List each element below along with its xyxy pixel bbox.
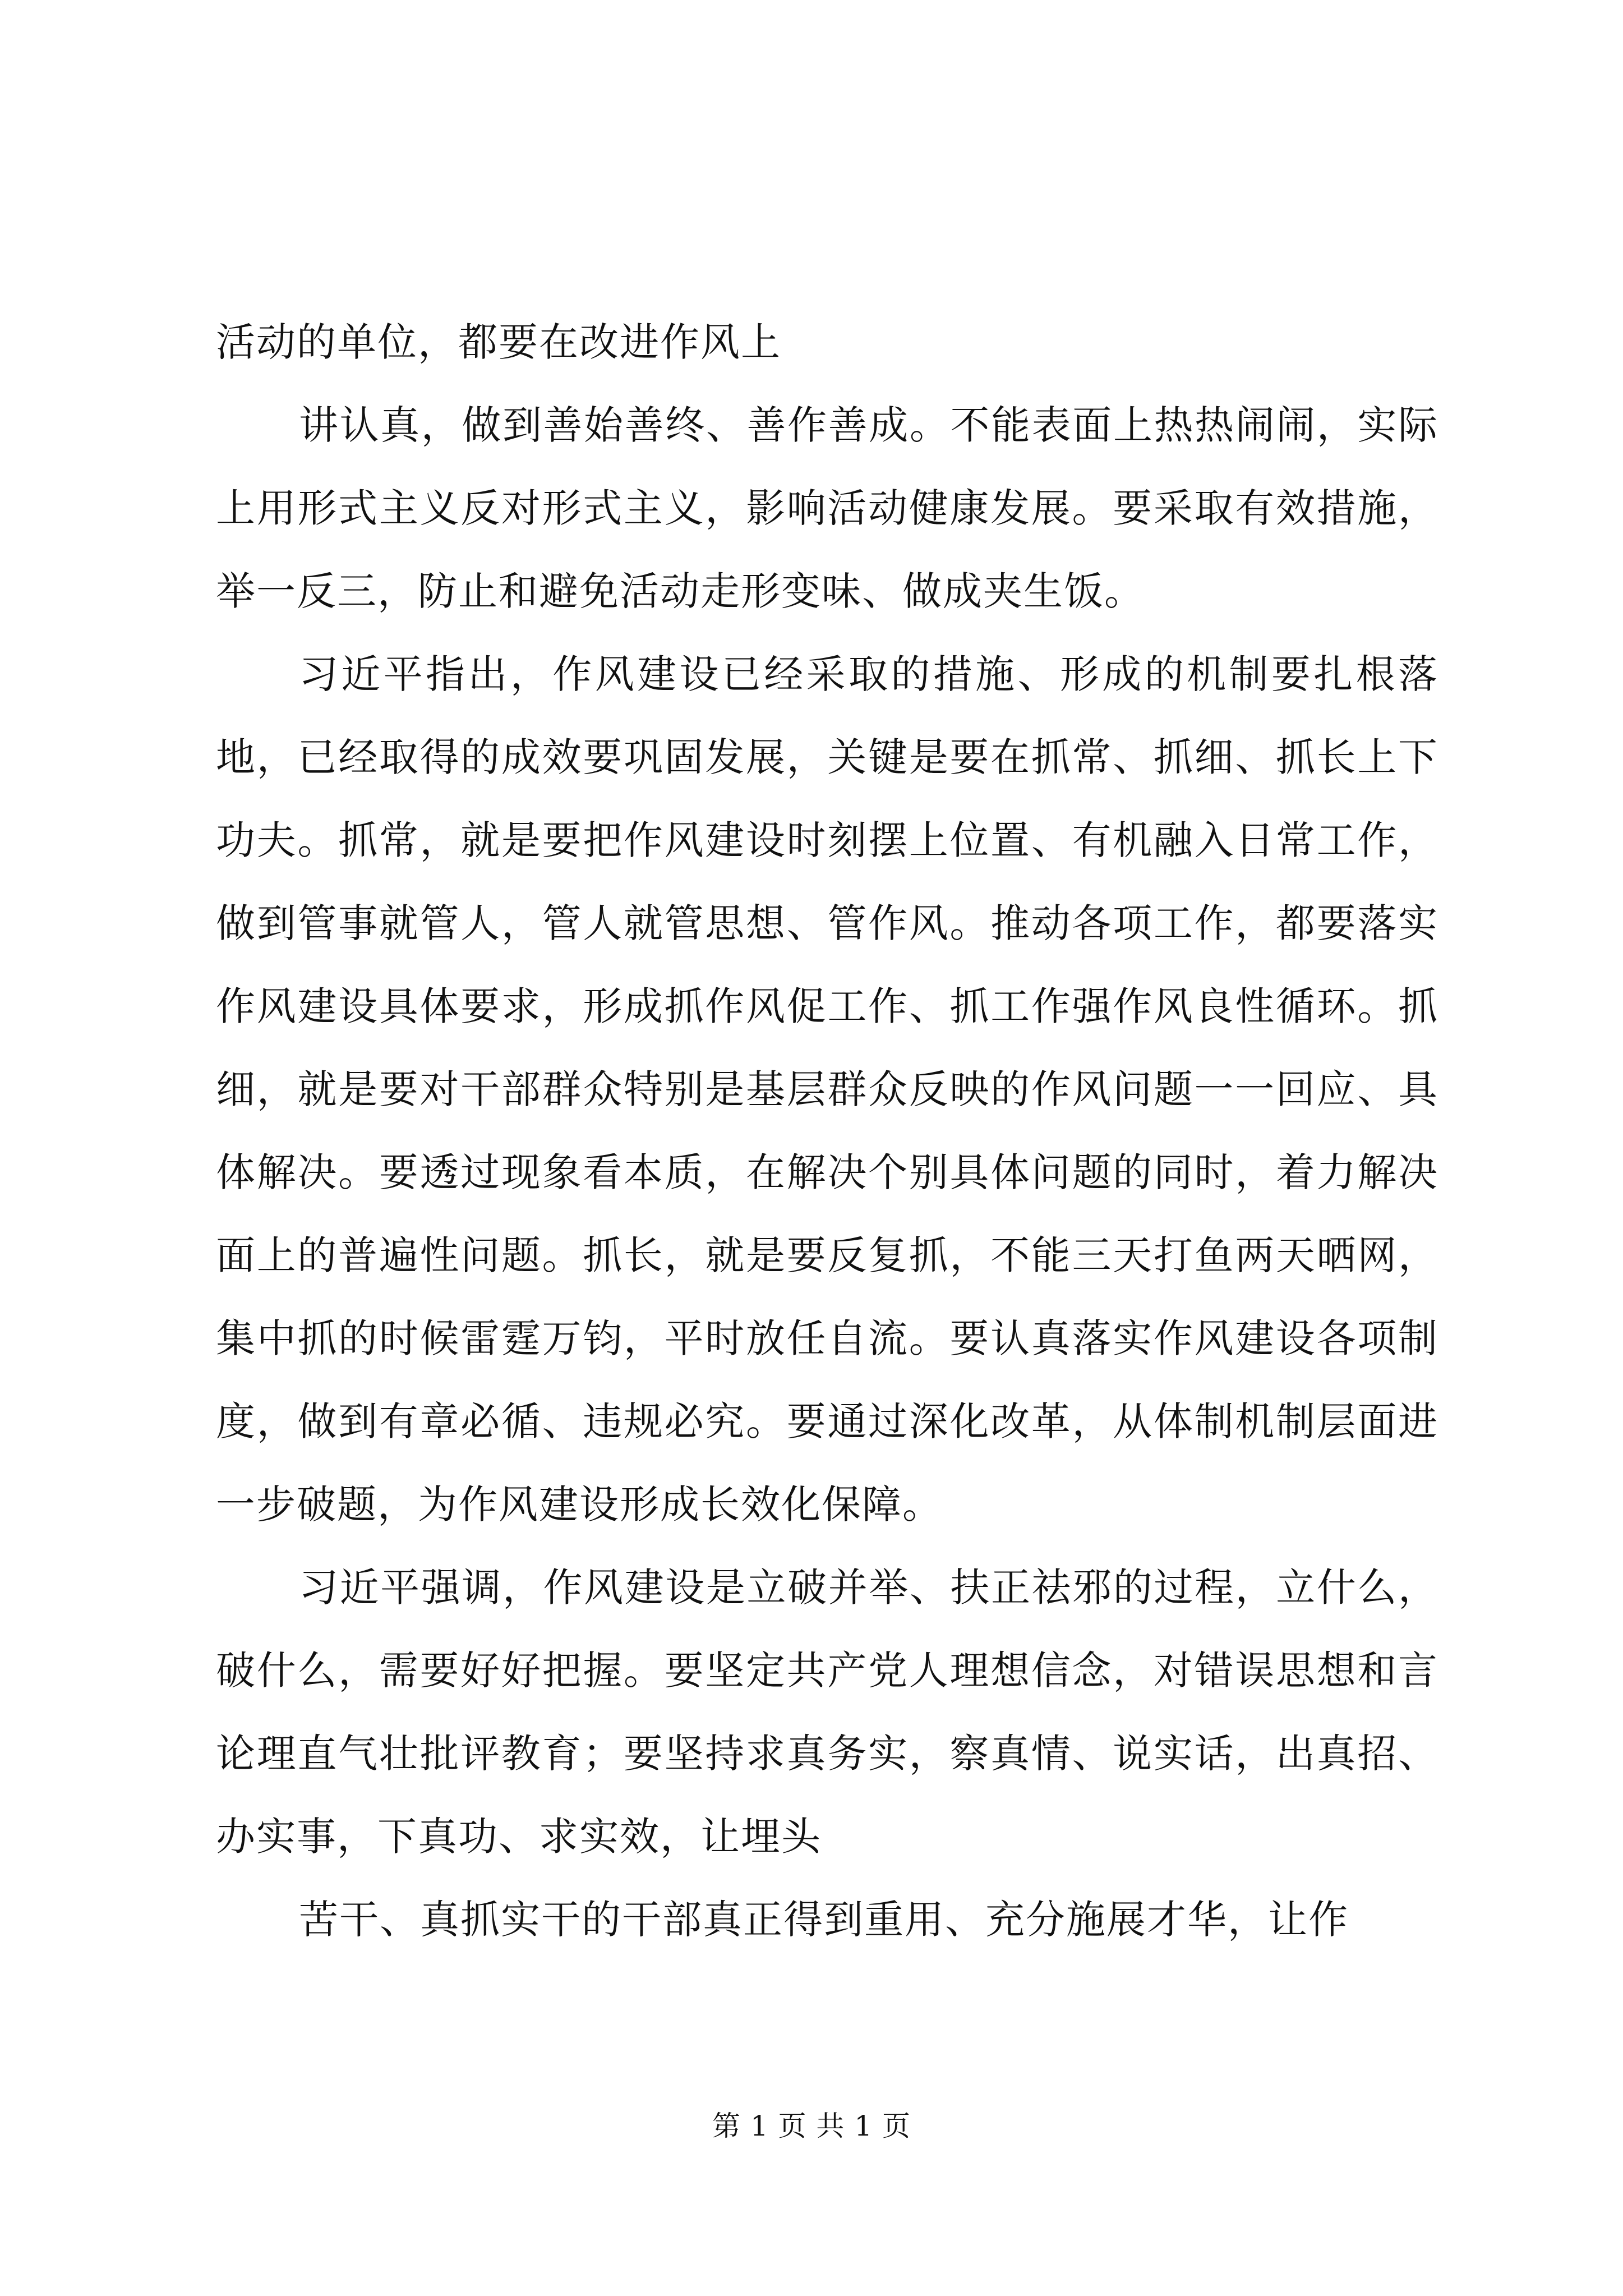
page-footer: 第 1 页 共 1 页: [712, 2110, 911, 2142]
paragraph-4: 习近平强调，作风建设是立破并举、扶正祛邪的过程，立什么，破什么，需要好好把握。要坚定共产党人理想信念，对错误思想和言论理直气壮批评教育；要坚持求真务实，察真情、说实话，出真招、办实事，下真功、求实效，让埋头: [216, 1565, 1438, 1860]
paragraph-1: 活动的单位，都要在改进作风上: [216, 319, 781, 365]
paragraph-3: 习近平指出，作风建设已经采取的措施、形成的机制要扎根落地，已经取得的成效要巩固发展，关键是要在抓常、抓细、抓长上下功夫。抓常，就是要把作风建设时刻摆上位置、有机融入日常工作，做到管事就管人，管人就管思想、管作风。推动各项工作，都要落实作风建设具体要求，形成抓作风促工作、抓工作强作风良性循环。抓细，就是要对干部群众特别是基层群众反映的作风问题一一回应、具体解决。要透过现象看本质，在解决个别具体问题的同时，着力解决面上的普遍性问题。抓长，就是要反复抓，不能三天打鱼两天晒网，集中抓的时候雷霆万钧，平时放任自流。要认真落实作风建设各项制度，做到有章必循、违规必究。要通过深化改革，从体制机制层面进一步破题，为作风建设形成长效化保障。: [216, 651, 1438, 1527]
paragraph-5: 苦干、真抓实干的干部真正得到重用、充分施展才华，让作: [299, 1897, 1349, 1943]
paragraph-2: 讲认真，做到善始善终、善作善成。不能表面上热热闹闹，实际上用形式主义反对形式主义，影响活动健康发展。要采取有效措施，举一反三，防止和避免活动走形变味、做成夹生饭。: [216, 402, 1438, 614]
body-text: [216, 301, 1438, 1961]
